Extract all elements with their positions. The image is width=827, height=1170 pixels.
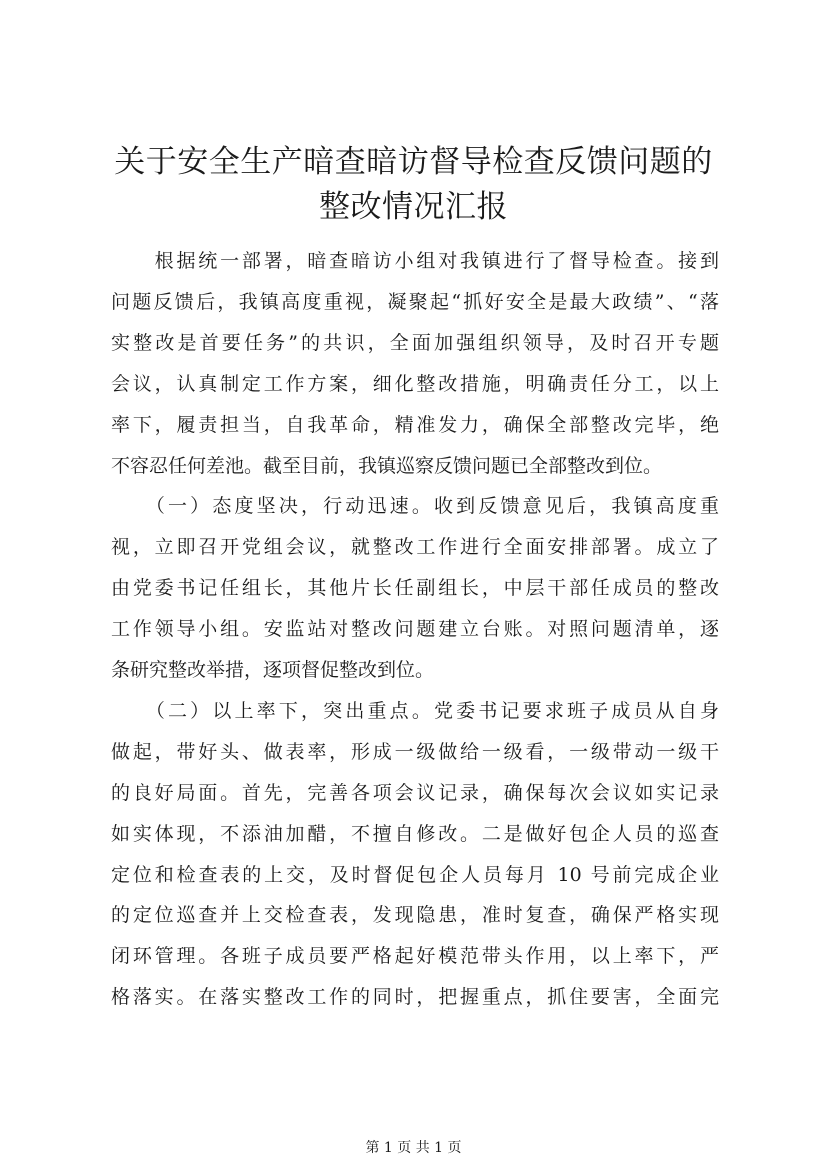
document-title: 关于安全生产暗查暗访督导检查反馈问题的整改情况汇报 (114, 144, 713, 225)
body-text-line: 实整改是首要任务”的共识，全面加强组织领导，及时召开专题 (111, 331, 719, 354)
page-footer: 第 1 页 共 1 页 (365, 1140, 462, 1156)
body-text-line: 定位和检查表的上交，及时督促包企人员每月 10 号前完成企业 (111, 863, 719, 886)
body-text-line: （一）态度坚决，行动迅速。收到反馈意见后，我镇高度重 (111, 495, 719, 518)
body-text-line: 做起，带好头、做表率，形成一级做给一级看，一级带动一级干 (111, 740, 719, 763)
body-text-line: 视，立即召开党组会议，就整改工作进行全面安排部署。成立了 (111, 536, 719, 559)
body-text-line: 根据统一部署，暗查暗访小组对我镇进行了督导检查。接到 (111, 250, 719, 272)
body-text-line: 格落实。在落实整改工作的同时，把握重点，抓住要害，全面完 (111, 986, 719, 1009)
body-text-line: 工作领导小组。安监站对整改问题建立台账。对照问题清单，逐 (111, 618, 719, 641)
body-text-line: 不容忍任何差池。截至目前，我镇巡察反馈问题已全部整改到位。 (111, 454, 663, 477)
body-text-line: 由党委书记任组长，其他片长任副组长，中层干部任成员的整改 (111, 577, 719, 600)
body-text-line: 率下，履责担当，自我革命，精准发力，确保全部整改完毕，绝 (111, 413, 719, 436)
body-text-line: 闭环管理。各班子成员要严格起好模范带头作用，以上率下，严 (111, 945, 719, 968)
body-text-line: （二）以上率下，突出重点。党委书记要求班子成员从自身 (111, 699, 719, 722)
body-text-line: 如实体现，不添油加醋，不擅自修改。二是做好包企人员的巡查 (111, 822, 719, 845)
body-text-line: 条研究整改举措，逐项督促整改到位。 (111, 659, 435, 681)
body-text-line: 的定位巡查并上交检查表，发现隐患，准时复查，确保严格实现 (111, 904, 719, 927)
body-text-line: 问题反馈后，我镇高度重视，凝聚起“抓好安全是最大政绩”、“落 (111, 290, 719, 313)
body-text-line: 会议，认真制定工作方案，细化整改措施，明确责任分工，以上 (111, 372, 719, 395)
body-text-line: 的良好局面。首先，完善各项会议记录，确保每次会议如实记录 (111, 781, 719, 804)
